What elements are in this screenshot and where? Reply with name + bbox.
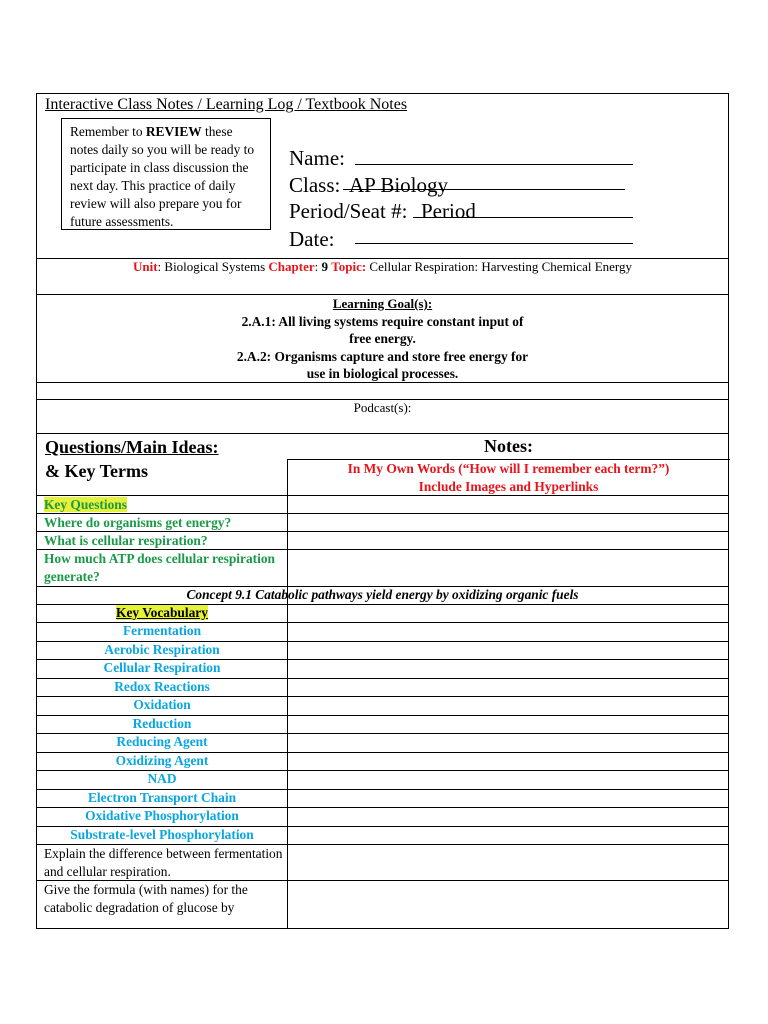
vocab-term: Oxidative Phosphorylation: [85, 808, 239, 823]
prompt-glucose-formula: Give the formula (with names) for the catabolic degradation of glucose by: [44, 882, 248, 915]
key-question-2: What is cellular respiration?: [44, 533, 208, 548]
notes-instructions: [287, 460, 730, 496]
goal-2-line-1: 2.A.2: Organisms capture and store free energy for: [236, 348, 529, 364]
date-label: Date:: [289, 227, 335, 251]
notes-heading: Notes:: [484, 436, 533, 456]
learning-goals: [37, 295, 728, 383]
date-input-line[interactable]: [355, 243, 633, 244]
vocab-term: Oxidizing Agent: [115, 753, 209, 768]
period-input-line[interactable]: [413, 217, 633, 218]
name-field: [289, 146, 345, 171]
divider: [37, 433, 728, 434]
goal-1-line-2: free energy.: [349, 331, 416, 346]
period-value: Period: [421, 199, 476, 223]
name-input-line[interactable]: [355, 164, 633, 165]
key-questions-heading: Key Questions: [44, 497, 127, 512]
vocab-term: NAD: [147, 771, 177, 786]
review-reminder-box: [61, 118, 271, 230]
topic-label: Topic:: [331, 259, 367, 274]
key-question-1: Where do organisms get energy?: [44, 515, 232, 530]
questions-column-header: [45, 436, 219, 482]
vocab-term: Oxidation: [133, 697, 191, 712]
vocab-term: Substrate-level Phosphorylation: [70, 827, 254, 842]
vocab-term: Reduction: [132, 716, 192, 731]
prompt-fermentation-difference: Explain the difference between fermentation and cellular respiration.: [44, 846, 283, 879]
date-field: [289, 227, 334, 252]
name-label: Name:: [289, 146, 345, 170]
reminder-text-start: Remember to: [70, 124, 146, 139]
vocab-term: Electron Transport Chain: [87, 790, 237, 805]
images-instruction: Include Images and Hyperlinks: [418, 479, 599, 494]
concept-heading: Concept 9.1 Catabolic pathways yield energy by oxidizing organic fuels: [186, 587, 579, 602]
unit-label: Unit: [132, 259, 158, 274]
period-label: Period/Seat #:: [289, 199, 408, 223]
notes-form: [36, 93, 729, 929]
key-vocabulary-heading: Key Vocabulary: [116, 605, 208, 620]
class-input-line[interactable]: [343, 189, 625, 190]
vocab-term: Aerobic Respiration: [104, 642, 220, 657]
reminder-emphasis: REVIEW: [145, 124, 202, 139]
key-question-3: How much ATP does cellular respiration generate?: [44, 551, 275, 584]
vocab-term: Cellular Respiration: [103, 660, 221, 675]
reminder-text-end: these notes daily so you will be ready to participate in class discussion the next day. This practice of daily review will also prepare you for future assessments.: [70, 124, 255, 229]
topic-value: Cellular Respiration: Harvesting Chemical Energy: [366, 259, 633, 274]
class-field: [289, 173, 340, 198]
goal-2-line-2: use in biological processes.: [306, 366, 459, 381]
goal-1-line-1: 2.A.1: All living systems require constant input of: [241, 313, 524, 329]
class-value: AP Biology: [349, 173, 448, 197]
podcast-label: Podcast(s):: [353, 400, 412, 415]
chapter-value: 9: [321, 259, 328, 274]
form-title: Interactive Class Notes / Learning Log / Textbook Notes: [45, 96, 408, 113]
unit-value: : Biological Systems: [157, 259, 269, 274]
vocab-term: Redox Reactions: [114, 679, 210, 694]
vocab-term: Fermentation: [122, 623, 202, 638]
period-field: [289, 199, 407, 224]
divider: [37, 382, 728, 383]
unit-chapter-topic: Unit: Biological Systems Chapter: 9 Topic: Cellular Respiration: Harvesting Chemical Energy: [132, 259, 633, 274]
questions-heading: Questions/Main Ideas:: [45, 437, 219, 457]
own-words-instruction: In My Own Words (“How will I remember each term?”): [347, 461, 670, 476]
chapter-label: Chapter: [268, 259, 315, 274]
vocab-term: Reducing Agent: [116, 734, 208, 749]
learning-goals-title: Learning Goal(s):: [332, 296, 433, 311]
class-label: Class:: [289, 173, 341, 197]
key-terms-heading: & Key Terms: [45, 461, 148, 481]
